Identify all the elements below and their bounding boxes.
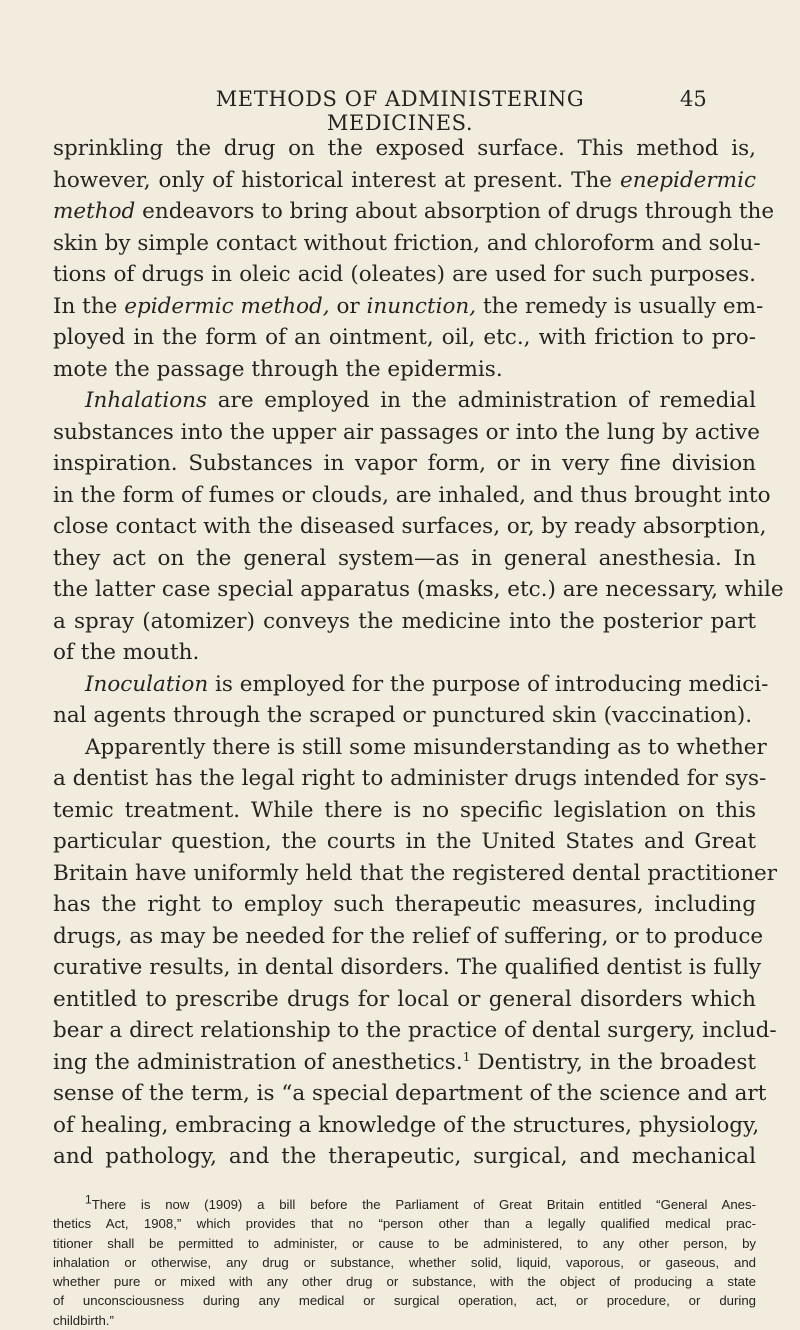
body-line: Britain have uniformly held that the registered dental practitioner: [53, 860, 778, 886]
body-line: and pathology, and the therapeutic, surgical, and mechanical: [53, 1144, 756, 1169]
footnote-text: There is now (1909) a bill before the Parliament of Great Britain entitled “General Anes-: [91, 1197, 756, 1212]
emphasis-term: enepidermic: [619, 167, 756, 193]
emphasis-term: Inhalations: [85, 388, 208, 413]
body-text: [53, 133, 784, 1173]
body-line: [53, 1047, 756, 1079]
body-line: entitled to prescribe drugs for local or general disorders which: [53, 986, 756, 1012]
emphasis-term: method: [53, 199, 136, 224]
footnote-line: childbirth.”: [53, 1312, 114, 1328]
body-line: of healing, embracing a knowledge of the structures, physiology,: [53, 1112, 760, 1138]
body-line: substances into the upper air passages or into the lung by active: [53, 419, 761, 445]
running-header: METHODS OF ADMINISTERING MEDICINES.: [215, 87, 585, 135]
body-line-text: ing the administration of anesthetics.: [53, 1049, 463, 1075]
body-line: a dentist has the legal right to administer drugs intended for sys-: [53, 766, 767, 791]
body-line: curative results, in dental disorders. The qualified dentist is fully: [53, 955, 762, 980]
emphasis-term: Inoculation: [85, 671, 209, 697]
body-line: bear a direct relationship to the practice of dental surgery, includ-: [53, 1018, 777, 1043]
body-line: Inhalations are employed in the administration of remedial: [85, 388, 756, 413]
footnote-line: [53, 1192, 756, 1214]
footnote-line: of unconsciousness during any medical or surgical operation, act, or procedure, or during: [53, 1293, 756, 1309]
body-line: particular question, the courts in the United States and Great: [53, 829, 756, 854]
body-line: the latter case special apparatus (masks, etc.) are necessary, while: [53, 577, 784, 602]
body-line: Inoculation is employed for the purpose of introducing medici-: [85, 671, 769, 697]
footnote-line: inhalation or otherwise, any drug or substance, whether solid, liquid, vaporous, or gaseous, and: [53, 1254, 756, 1270]
body-line-text: Dentistry, in the broadest: [470, 1049, 757, 1075]
body-line: Apparently there is still some misunderstanding as to whether: [85, 734, 767, 760]
body-line: has the right to employ such therapeutic measures, including: [53, 892, 756, 917]
body-line: In the epidermic method, or inunction, the remedy is usually em-: [53, 293, 764, 319]
footnote-line: whether pure or mixed with any other drug or substance, with the object of producing a state: [53, 1274, 756, 1290]
body-line: nal agents through the scraped or punctured skin (vaccination).: [53, 703, 753, 728]
body-line: a spray (atomizer) conveys the medicine into the posterior part: [53, 608, 756, 634]
footnote: [53, 1192, 756, 1330]
footnote-line: titioner shall be permitted to administer, or cause to be administered, to any other person, by: [53, 1235, 756, 1251]
body-line: skin by simple contact without friction, and chloroform and solu-: [53, 230, 761, 256]
body-line: sense of the term, is “a special department of the science and art: [53, 1081, 767, 1106]
body-line: however, only of historical interest at present. The enepidermic: [53, 167, 756, 193]
page-number: 45: [680, 87, 707, 111]
footnote-marker: 1: [85, 1192, 92, 1207]
body-line: of the mouth.: [53, 640, 200, 665]
body-line: mote the passage through the epidermis.: [53, 356, 503, 382]
body-line: ployed in the form of an ointment, oil, etc., with friction to pro-: [53, 325, 756, 350]
body-line: in the form of fumes or clouds, are inhaled, and thus brought into: [53, 482, 771, 508]
body-line: temic treatment. While there is no specific legislation on this: [53, 797, 756, 823]
emphasis-term: epidermic method,: [124, 293, 330, 319]
body-line: method endeavors to bring about absorption of drugs through the: [53, 199, 775, 224]
body-line: sprinkling the drug on the exposed surface. This method is,: [53, 136, 756, 161]
emphasis-term: inunction,: [366, 293, 477, 319]
body-line: tions of drugs in oleic acid (oleates) are used for such purposes.: [53, 262, 756, 287]
body-line: inspiration. Substances in vapor form, or in very fine division: [53, 451, 756, 476]
body-line: drugs, as may be needed for the relief of suffering, or to produce: [53, 923, 764, 949]
body-line: they act on the general system—as in general anesthesia. In: [53, 545, 756, 571]
footnote-reference: 1: [462, 1049, 471, 1064]
body-line: close contact with the diseased surfaces, or, by ready absorption,: [53, 514, 767, 539]
footnote-line: thetics Act, 1908,” which provides that no “person other than a legally qualified medical prac-: [53, 1216, 756, 1232]
